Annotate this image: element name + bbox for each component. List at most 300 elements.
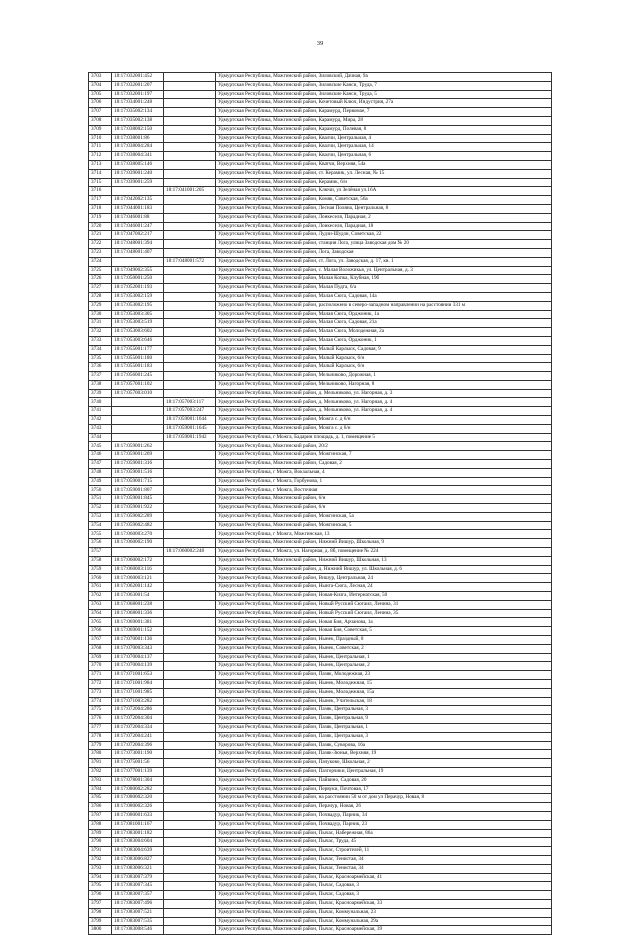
row-number-cell: 3756 bbox=[89, 539, 112, 548]
table-row bbox=[89, 468, 552, 477]
row-number-cell: 3712 bbox=[89, 152, 112, 161]
building-cadastral-number-cell bbox=[164, 636, 216, 645]
table-row bbox=[89, 530, 552, 539]
address-cell: Удмуртская Республика, Можгинский район, Новая-Кизга, Интернатская, 50 bbox=[216, 592, 552, 601]
table-row bbox=[89, 688, 552, 697]
table-row bbox=[89, 609, 552, 618]
row-number-cell: 3750 bbox=[89, 486, 112, 495]
land-cadastral-number-cell: 18:17:050001:250 bbox=[112, 275, 164, 284]
land-cadastral-number-cell: 18:17:059001:922 bbox=[112, 504, 164, 513]
building-cadastral-number-cell bbox=[164, 891, 216, 900]
address-cell: Удмуртская Республика, Можгинский район, Пычас, Тенистая, 34 bbox=[216, 864, 552, 873]
table-row bbox=[89, 600, 552, 609]
building-cadastral-number-cell bbox=[164, 627, 216, 636]
land-cadastral-number-cell: 18:17:072004:334 bbox=[112, 723, 164, 732]
building-cadastral-number-cell bbox=[164, 451, 216, 460]
address-cell: Удмуртская Республика, Можгинский район, Карамурд, Первомае, 7 bbox=[216, 108, 552, 117]
building-cadastral-number-cell bbox=[164, 679, 216, 688]
building-cadastral-number-cell bbox=[164, 618, 216, 627]
address-cell: Удмуртская Республика, г Можга, ул. Нагорная, д. 8б, помещение № 224 bbox=[216, 548, 552, 557]
land-cadastral-number-cell: 18:17:057001:102 bbox=[112, 380, 164, 389]
table-row bbox=[89, 706, 552, 715]
land-cadastral-number-cell: 18:17:038004:284 bbox=[112, 143, 164, 152]
building-cadastral-number-cell bbox=[164, 486, 216, 495]
row-number-cell: 3733 bbox=[89, 336, 112, 345]
building-cadastral-number-cell bbox=[164, 495, 216, 504]
row-number-cell: 3725 bbox=[89, 266, 112, 275]
row-number-cell: 3797 bbox=[89, 899, 112, 908]
table-row bbox=[89, 292, 552, 301]
building-cadastral-number-cell bbox=[164, 108, 216, 117]
address-cell: Удмуртская Республика, Можгинский район, на расстоянии 50 м от дом ул Перачур, Новая, 8 bbox=[216, 794, 552, 803]
row-number-cell: 3714 bbox=[89, 169, 112, 178]
land-cadastral-number-cell: 18:17:059001:807 bbox=[112, 486, 164, 495]
address-cell: Удмуртская Республика, Можгинский район, Почвадур, Парник, 23 bbox=[216, 820, 552, 829]
row-number-cell: 3749 bbox=[89, 477, 112, 486]
land-cadastral-number-cell: 18:17:080002:326 bbox=[112, 803, 164, 812]
building-cadastral-number-cell bbox=[164, 873, 216, 882]
land-cadastral-number-cell: 18:17:080001:633 bbox=[112, 811, 164, 820]
row-number-cell: 3793 bbox=[89, 864, 112, 873]
building-cadastral-number-cell: 18:17:059001:1942 bbox=[164, 433, 216, 442]
row-number-cell: 3722 bbox=[89, 240, 112, 249]
address-cell: Удмуртская Республика, Можгинский район, Нынек, Молодежная, 15а bbox=[216, 688, 552, 697]
building-cadastral-number-cell bbox=[164, 662, 216, 671]
building-cadastral-number-cell bbox=[164, 811, 216, 820]
row-number-cell: 3761 bbox=[89, 583, 112, 592]
land-cadastral-number-cell: 18:17:083001:182 bbox=[112, 829, 164, 838]
table-row bbox=[89, 750, 552, 759]
land-cadastral-number-cell: 18:17:068001:238 bbox=[112, 600, 164, 609]
table-row bbox=[89, 732, 552, 741]
address-cell: Удмуртская Республика, Можгинский район, Квалчи, Центральная, 14 bbox=[216, 143, 552, 152]
address-cell: Удмуртская Республика, Можгинский район, Можгинская, 5а bbox=[216, 512, 552, 521]
address-cell: Удмуртская Республика, Можгинский район, Пычас, Садовая, 3 bbox=[216, 891, 552, 900]
building-cadastral-number-cell bbox=[164, 345, 216, 354]
address-cell: Удмуртская Республика, Можгинский район, 6/н bbox=[216, 504, 552, 513]
building-cadastral-number-cell bbox=[164, 697, 216, 706]
row-number-cell: 3767 bbox=[89, 636, 112, 645]
land-cadastral-number-cell: 18:17:042002:135 bbox=[112, 196, 164, 205]
table-row bbox=[89, 152, 552, 161]
land-cadastral-number-cell: 18:17:069001:381 bbox=[112, 618, 164, 627]
land-cadastral-number-cell: 18:17:068001:336 bbox=[112, 609, 164, 618]
address-cell: Удмуртская Республика, Можгинский район, Карамурд, Мира, 28 bbox=[216, 116, 552, 125]
table-row bbox=[89, 794, 552, 803]
building-cadastral-number-cell bbox=[164, 310, 216, 319]
land-cadastral-number-cell: 18:17:060002:172 bbox=[112, 556, 164, 565]
address-cell: Удмуртская Республика, Можгинский район, Новый Русский Сюгаил, Ленина, 35 bbox=[216, 609, 552, 618]
address-cell: Удмуртская Республика, Можгинский район, Мельниково, Дорожная, 1 bbox=[216, 372, 552, 381]
address-cell: Удмуртская Республика, Можгинский район, Перачур, Новая, 26 bbox=[216, 803, 552, 812]
building-cadastral-number-cell bbox=[164, 794, 216, 803]
table-row bbox=[89, 592, 552, 601]
address-cell: Удмуртская Республика, Можгинский район, Малая Копка, Клубная, 19б bbox=[216, 275, 552, 284]
land-cadastral-number-cell: 18:17:060002:190 bbox=[112, 539, 164, 548]
land-cadastral-number-cell: 18:17:038005:146 bbox=[112, 160, 164, 169]
table-row bbox=[89, 380, 552, 389]
table-row bbox=[89, 319, 552, 328]
building-cadastral-number-cell bbox=[164, 222, 216, 231]
table-row bbox=[89, 143, 552, 152]
table-row bbox=[89, 627, 552, 636]
row-number-cell: 3791 bbox=[89, 847, 112, 856]
address-cell: Удмуртская Республика, Можгинский район, Нынек, Молодежная, 15 bbox=[216, 679, 552, 688]
building-cadastral-number-cell bbox=[164, 116, 216, 125]
table-row bbox=[89, 855, 552, 864]
address-cell: Удмуртская Республика, Можгинский район, Мельниково, Нагорная, 8 bbox=[216, 380, 552, 389]
land-cadastral-number-cell: 18:17:072004:286 bbox=[112, 706, 164, 715]
table-row bbox=[89, 899, 552, 908]
table-row bbox=[89, 495, 552, 504]
address-cell: Удмуртская Республика, Можгинский район, Комяк, Советская, 56а bbox=[216, 196, 552, 205]
row-number-cell: 3732 bbox=[89, 328, 112, 337]
land-cadastral-number-cell: 18:17:055001:177 bbox=[112, 345, 164, 354]
building-cadastral-number-cell bbox=[164, 460, 216, 469]
row-number-cell: 3759 bbox=[89, 565, 112, 574]
building-cadastral-number-cell bbox=[164, 468, 216, 477]
table-row bbox=[89, 741, 552, 750]
table-row bbox=[89, 81, 552, 90]
building-cadastral-number-cell bbox=[164, 530, 216, 539]
building-cadastral-number-cell bbox=[164, 917, 216, 926]
address-cell: Удмуртская Республика, Можгинский район, Малый Карлыск, 6/н bbox=[216, 363, 552, 372]
land-cadastral-number-cell: 18:17:083006:321 bbox=[112, 864, 164, 873]
row-number-cell: 3772 bbox=[89, 679, 112, 688]
row-number-cell: 3778 bbox=[89, 732, 112, 741]
building-cadastral-number-cell bbox=[164, 539, 216, 548]
land-cadastral-number-cell: 18:17:077001:139 bbox=[112, 767, 164, 776]
building-cadastral-number-cell: 18:17:057003:117 bbox=[164, 398, 216, 407]
address-cell: Удмуртская Республика, Можгинский район, Пазяк, Центральная, 1 bbox=[216, 723, 552, 732]
table-row bbox=[89, 504, 552, 513]
land-cadastral-number-cell: 18:17:070003:343 bbox=[112, 644, 164, 653]
building-cadastral-number-cell bbox=[164, 776, 216, 785]
table-row bbox=[89, 248, 552, 257]
row-number-cell: 3715 bbox=[89, 178, 112, 187]
row-number-cell: 3723 bbox=[89, 248, 112, 257]
building-cadastral-number-cell bbox=[164, 829, 216, 838]
table-row bbox=[89, 803, 552, 812]
row-number-cell: 3739 bbox=[89, 389, 112, 398]
row-number-cell: 3707 bbox=[89, 108, 112, 117]
land-cadastral-number-cell bbox=[112, 407, 164, 416]
address-cell: Удмуртская Республика, Можгинский район, Нынек, Центральная, 1 bbox=[216, 653, 552, 662]
address-cell: Удмуртская Республика, Можгинский район, Карамурд, Полевая, 8 bbox=[216, 125, 552, 134]
land-cadastral-number-cell: 18:17:072004:396 bbox=[112, 741, 164, 750]
building-cadastral-number-cell bbox=[164, 125, 216, 134]
address-cell: Удмуртская Республика, Можгинский район, 6/н bbox=[216, 495, 552, 504]
table-row bbox=[89, 829, 552, 838]
row-number-cell: 3748 bbox=[89, 468, 112, 477]
table-row bbox=[89, 310, 552, 319]
table-row bbox=[89, 116, 552, 125]
building-cadastral-number-cell bbox=[164, 275, 216, 284]
address-cell: Удмуртская Республика, г Можга, Восточная bbox=[216, 486, 552, 495]
address-cell: Удмуртская Республика, Можгинский район, Нынек, Советская, 2 bbox=[216, 644, 552, 653]
land-cadastral-number-cell: 18:17:062001:142 bbox=[112, 583, 164, 592]
address-cell: Удмуртская Республика, Можгинский район, Малая Сюга, Орджоник, 1а bbox=[216, 310, 552, 319]
land-cadastral-number-cell: 18:17:083007:379 bbox=[112, 873, 164, 882]
table-row bbox=[89, 108, 552, 117]
building-cadastral-number-cell bbox=[164, 204, 216, 213]
building-cadastral-number-cell bbox=[164, 899, 216, 908]
address-cell: Удмуртская Республика, Можгинский район, Можга с. д 6/н bbox=[216, 424, 552, 433]
building-cadastral-number-cell bbox=[164, 504, 216, 513]
row-number-cell: 3704 bbox=[89, 81, 112, 90]
table-row bbox=[89, 196, 552, 205]
building-cadastral-number-cell bbox=[164, 583, 216, 592]
land-cadastral-number-cell: 18:17:049002:355 bbox=[112, 266, 164, 275]
table-row bbox=[89, 653, 552, 662]
table-row bbox=[89, 372, 552, 381]
row-number-cell: 3708 bbox=[89, 116, 112, 125]
land-cadastral-number-cell: 18:17:083004:639 bbox=[112, 847, 164, 856]
row-number-cell: 3731 bbox=[89, 319, 112, 328]
table-row bbox=[89, 240, 552, 249]
address-cell: Удмуртская Республика, Можгинский район, Пазяк, Центральная, 3 bbox=[216, 706, 552, 715]
building-cadastral-number-cell bbox=[164, 328, 216, 337]
address-cell: Удмуртская Республика, Можгинский район, Малая Сюга, Садовая, 14а bbox=[216, 292, 552, 301]
table-row bbox=[89, 451, 552, 460]
land-cadastral-number-cell bbox=[112, 433, 164, 442]
land-cadastral-number-cell: 18:17:073001:190 bbox=[112, 750, 164, 759]
row-number-cell: 3762 bbox=[89, 592, 112, 601]
land-cadastral-number-cell: 18:17:053003:602 bbox=[112, 328, 164, 337]
table-row bbox=[89, 618, 552, 627]
building-cadastral-number-cell bbox=[164, 803, 216, 812]
table-row bbox=[89, 398, 552, 407]
address-cell: Удмуртская Республика, Можгинский район, Первуки, Почтовая, 17 bbox=[216, 785, 552, 794]
table-row bbox=[89, 424, 552, 433]
row-number-cell: 3718 bbox=[89, 204, 112, 213]
address-cell: Удмуртская Республика, Можгинский район, ст. Лога, ул. Заводская, д. 17, кв. 1 bbox=[216, 257, 552, 266]
land-cadastral-number-cell: 18:17:083007:496 bbox=[112, 899, 164, 908]
table-row bbox=[89, 521, 552, 530]
table-row bbox=[89, 486, 552, 495]
land-cadastral-number-cell: 18:17:053003:519 bbox=[112, 319, 164, 328]
address-cell: Удмуртская Республика, Можгинский район, Пычас, Труда, 45 bbox=[216, 838, 552, 847]
address-cell: Удмуртская Республика, Можгинский район, Лога, Заводская bbox=[216, 248, 552, 257]
table-row bbox=[89, 662, 552, 671]
building-cadastral-number-cell bbox=[164, 838, 216, 847]
table-row bbox=[89, 433, 552, 442]
row-number-cell: 3719 bbox=[89, 213, 112, 222]
row-number-cell: 3716 bbox=[89, 187, 112, 196]
building-cadastral-number-cell bbox=[164, 178, 216, 187]
building-cadastral-number-cell bbox=[164, 882, 216, 891]
address-cell: Удмуртская Республика, Можгинский район, расположено в северо-западном направлении на расстоянии 331 м bbox=[216, 301, 552, 310]
address-cell: Удмуртская Республика, Можгинский район, Зиловские Канси, Труда, 7 bbox=[216, 81, 552, 90]
land-cadastral-number-cell: 18:17:034001:248 bbox=[112, 99, 164, 108]
land-cadastral-number-cell: 18:17:053002:159 bbox=[112, 292, 164, 301]
row-number-cell: 3735 bbox=[89, 354, 112, 363]
land-cadastral-number-cell: 18:17:059001:516 bbox=[112, 468, 164, 477]
address-cell: Удмуртская Республика, Можгинский район, Пычас, Красноармейская, 33 bbox=[216, 899, 552, 908]
building-cadastral-number-cell bbox=[164, 336, 216, 345]
building-cadastral-number-cell bbox=[164, 81, 216, 90]
row-number-cell: 3757 bbox=[89, 548, 112, 557]
land-cadastral-number-cell: 18:17:072004:241 bbox=[112, 732, 164, 741]
row-number-cell: 3775 bbox=[89, 706, 112, 715]
table-row bbox=[89, 767, 552, 776]
row-number-cell: 3782 bbox=[89, 767, 112, 776]
building-cadastral-number-cell bbox=[164, 160, 216, 169]
table-row bbox=[89, 820, 552, 829]
building-cadastral-number-cell bbox=[164, 213, 216, 222]
land-cadastral-number-cell: 18:17:059001:316 bbox=[112, 460, 164, 469]
building-cadastral-number-cell bbox=[164, 767, 216, 776]
table-row bbox=[89, 354, 552, 363]
row-number-cell: 3734 bbox=[89, 345, 112, 354]
land-cadastral-number-cell: 18:17:059001:715 bbox=[112, 477, 164, 486]
building-cadastral-number-cell bbox=[164, 847, 216, 856]
land-cadastral-number-cell: 18:17:072004:304 bbox=[112, 715, 164, 724]
land-cadastral-number-cell: 18:17:059001:269 bbox=[112, 451, 164, 460]
address-cell: Удмуртская Республика, Можгинский район, Малый Карлыск, 6/н bbox=[216, 354, 552, 363]
address-cell: Удмуртская Республика, Можгинский район, Зиловский, Дачная, 9а bbox=[216, 73, 552, 82]
building-cadastral-number-cell bbox=[164, 372, 216, 381]
land-cadastral-number-cell: 18:17:083006:827 bbox=[112, 855, 164, 864]
row-number-cell: 3781 bbox=[89, 759, 112, 768]
land-cadastral-number-cell: 18:17:046001:247 bbox=[112, 222, 164, 231]
address-cell: Удмуртская Республика, г Можга, Бадарин площадь, д. 1, помещение 5 bbox=[216, 433, 552, 442]
table-row bbox=[89, 257, 552, 266]
table-row bbox=[89, 847, 552, 856]
address-cell: Удмуртская Республика, Можгинский район, Пычас, Садовая, 3 bbox=[216, 882, 552, 891]
building-cadastral-number-cell bbox=[164, 715, 216, 724]
building-cadastral-number-cell bbox=[164, 908, 216, 917]
row-number-cell: 3774 bbox=[89, 697, 112, 706]
address-cell: Удмуртская Республика, Можгинский район, Пычас, Строителей, 11 bbox=[216, 847, 552, 856]
row-number-cell: 3763 bbox=[89, 600, 112, 609]
address-cell: Удмуртская Республика, Можгинский район, Малый Карлыск, Садовая, 9 bbox=[216, 345, 552, 354]
building-cadastral-number-cell bbox=[164, 732, 216, 741]
land-cadastral-number-cell: 18:17:044001:183 bbox=[112, 204, 164, 213]
row-number-cell: 3751 bbox=[89, 495, 112, 504]
address-cell: Удмуртская Республика, Можгинский район, Малая Сюга, Садовая, 21а bbox=[216, 319, 552, 328]
table-row bbox=[89, 565, 552, 574]
row-number-cell: 3747 bbox=[89, 460, 112, 469]
table-row bbox=[89, 266, 552, 275]
land-cadastral-number-cell: 18:17:070004:137 bbox=[112, 653, 164, 662]
address-cell: Удмуртская Республика, Можгинский район, Почвадур, Парник, 34 bbox=[216, 811, 552, 820]
address-cell: Удмуртская Республика, Можгинский район, станция Лога, улица Заводская дом № 20 bbox=[216, 240, 552, 249]
table-row bbox=[89, 548, 552, 557]
row-number-cell: 3783 bbox=[89, 776, 112, 785]
row-number-cell: 3720 bbox=[89, 222, 112, 231]
address-cell: Удмуртская Республика, Можгинский район, Малая Сюга, Орджоник, 1 bbox=[216, 336, 552, 345]
table-row bbox=[89, 178, 552, 187]
row-number-cell: 3752 bbox=[89, 504, 112, 513]
building-cadastral-number-cell bbox=[164, 723, 216, 732]
building-cadastral-number-cell bbox=[164, 820, 216, 829]
row-number-cell: 3744 bbox=[89, 433, 112, 442]
building-cadastral-number-cell bbox=[164, 521, 216, 530]
row-number-cell: 3792 bbox=[89, 855, 112, 864]
land-cadastral-number-cell: 18:17:083007:521 bbox=[112, 908, 164, 917]
address-cell: Удмуртская Республика, Можгинский район, ст. Керамик, ул. Лесная, № 15 bbox=[216, 169, 552, 178]
land-cadastral-number-cell: 18:17:071001:984 bbox=[112, 679, 164, 688]
row-number-cell: 3766 bbox=[89, 627, 112, 636]
address-cell: Удмуртская Республика, Можгинский район, д. Нижний Вишур, ул. Школьная, д. 6 bbox=[216, 565, 552, 574]
table-row bbox=[89, 407, 552, 416]
row-number-cell: 3785 bbox=[89, 794, 112, 803]
building-cadastral-number-cell bbox=[164, 231, 216, 240]
row-number-cell: 3743 bbox=[89, 424, 112, 433]
table-row bbox=[89, 671, 552, 680]
table-row bbox=[89, 231, 552, 240]
table-row bbox=[89, 134, 552, 143]
table-row bbox=[89, 99, 552, 108]
building-cadastral-number-cell bbox=[164, 565, 216, 574]
table-row bbox=[89, 301, 552, 310]
building-cadastral-number-cell bbox=[164, 785, 216, 794]
address-cell: Удмуртская Республика, Можгинский район, Пазяк-Зюнья, Верхняя, 19 bbox=[216, 750, 552, 759]
land-cadastral-number-cell: 18:17:069001:152 bbox=[112, 627, 164, 636]
row-number-cell: 3737 bbox=[89, 372, 112, 381]
address-cell: Удмуртская Республика, Можгинский район, Пазяк, Центральная, 9 bbox=[216, 715, 552, 724]
page-number: 39 bbox=[316, 40, 324, 47]
land-cadastral-number-cell: 18:17:056001:245 bbox=[112, 372, 164, 381]
table-row bbox=[89, 873, 552, 882]
address-cell: Удмуртская Республика, Можгинский район, Новая Бия, Советская, 5 bbox=[216, 627, 552, 636]
row-number-cell: 3740 bbox=[89, 398, 112, 407]
land-cadastral-number-cell: 18:17:048001:407 bbox=[112, 248, 164, 257]
land-cadastral-number-cell: 18:17:032001:197 bbox=[112, 90, 164, 99]
land-cadastral-number-cell: 18:17:035002:138 bbox=[112, 116, 164, 125]
address-cell: Удмуртская Республика, Можгинский район, Пазяк, Молодежная, 23 bbox=[216, 671, 552, 680]
row-number-cell: 3746 bbox=[89, 451, 112, 460]
table-row bbox=[89, 336, 552, 345]
table-row bbox=[89, 539, 552, 548]
table-row bbox=[89, 389, 552, 398]
building-cadastral-number-cell bbox=[164, 759, 216, 768]
building-cadastral-number-cell bbox=[164, 389, 216, 398]
building-cadastral-number-cell bbox=[164, 671, 216, 680]
land-cadastral-number-cell: 18:17:048001:394 bbox=[112, 240, 164, 249]
land-cadastral-number-cell bbox=[112, 257, 164, 266]
address-cell: Удмуртская Республика, г Можга, Можгинская, 13 bbox=[216, 530, 552, 539]
land-cadastral-number-cell: 18:17:063001:54 bbox=[112, 592, 164, 601]
address-cell: Удмуртская Республика, Можгинский район, Кочетовый Ключ, Индустрия, 27а bbox=[216, 99, 552, 108]
building-cadastral-number-cell: 18:17:060002:248 bbox=[164, 548, 216, 557]
table-row bbox=[89, 908, 552, 917]
building-cadastral-number-cell bbox=[164, 688, 216, 697]
table-row bbox=[89, 583, 552, 592]
building-cadastral-number-cell bbox=[164, 644, 216, 653]
address-cell: Удмуртская Республика, Можгинский район, д. Мельниково, ул. Нагорная, д. 3 bbox=[216, 389, 552, 398]
table-row bbox=[89, 679, 552, 688]
building-cadastral-number-cell bbox=[164, 926, 216, 935]
row-number-cell: 3789 bbox=[89, 829, 112, 838]
land-cadastral-number-cell bbox=[112, 548, 164, 557]
land-cadastral-number-cell: 18:17:080002:282 bbox=[112, 785, 164, 794]
row-number-cell: 3742 bbox=[89, 416, 112, 425]
row-number-cell: 3794 bbox=[89, 873, 112, 882]
building-cadastral-number-cell bbox=[164, 477, 216, 486]
land-cadastral-number-cell: 18:17:080002:320 bbox=[112, 794, 164, 803]
land-cadastral-number-cell: 18:17:071001:985 bbox=[112, 688, 164, 697]
address-cell: Удмуртская Республика, Можгинский район, Нижний Вишур, Школьная, 13 bbox=[216, 556, 552, 565]
address-cell: Удмуртская Республика, Можгинский район, Пычас, Коммунальная, 23 bbox=[216, 908, 552, 917]
land-cadastral-number-cell: 18:17:038001:86 bbox=[112, 134, 164, 143]
table-row bbox=[89, 512, 552, 521]
address-cell: Удмуртская Республика, Можгинский район, Малая Пудга, 6/а bbox=[216, 284, 552, 293]
row-number-cell: 3721 bbox=[89, 231, 112, 240]
row-number-cell: 3738 bbox=[89, 380, 112, 389]
row-number-cell: 3710 bbox=[89, 134, 112, 143]
